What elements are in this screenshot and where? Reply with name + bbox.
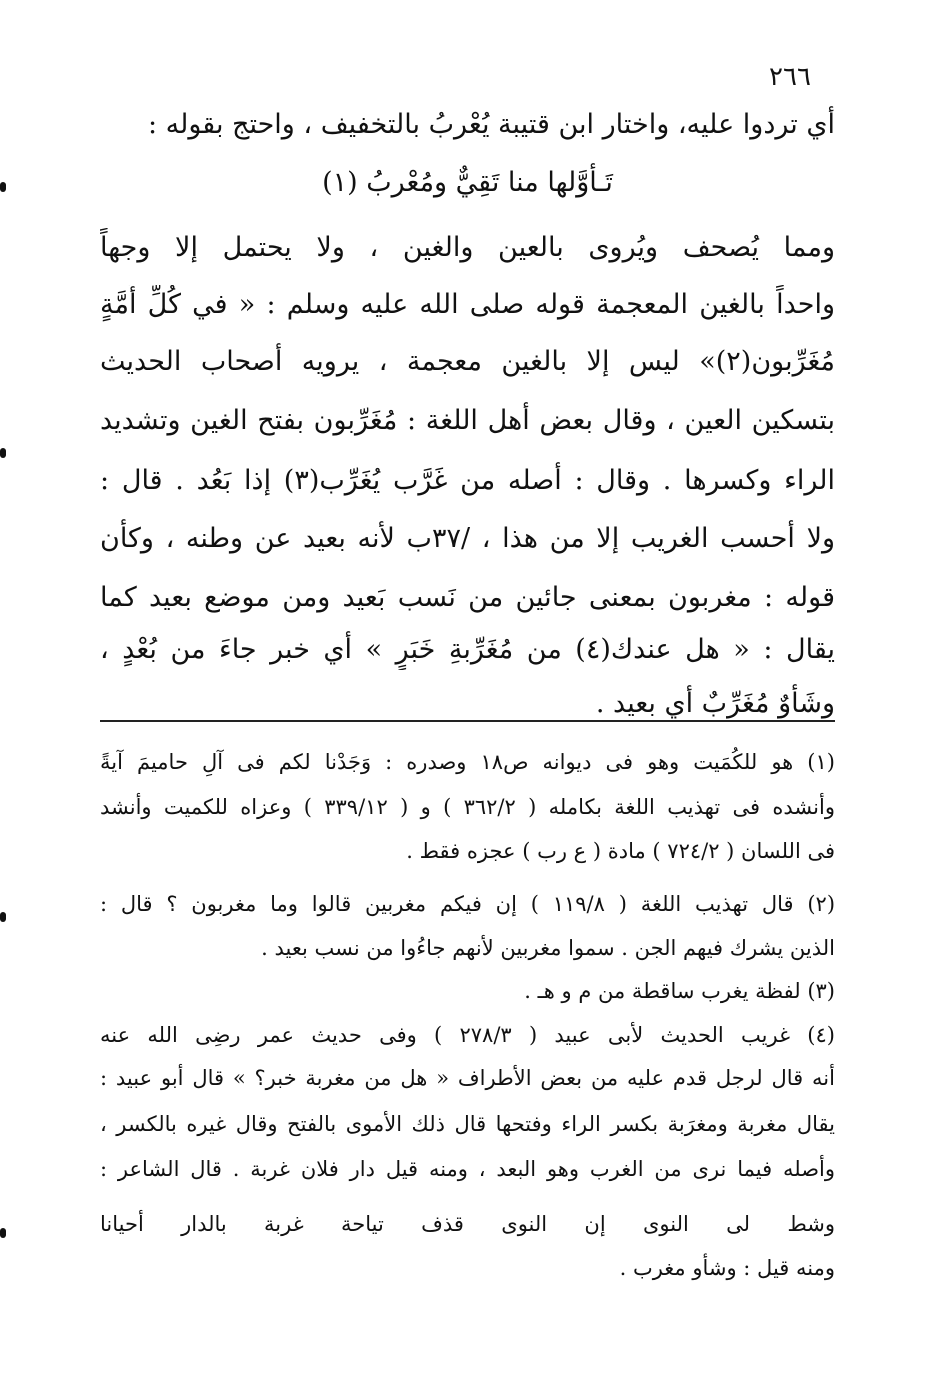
footnote-line: أنه قال لرجل قدم عليه من بعض الأطراف « هل من مغربة خبر؟ » قال أبو عبيد : <box>100 1066 835 1090</box>
footnote-line: فى اللسان ( ٧٢٤/٢ ) مادة ( ع رب ) عجزه فقط . <box>406 839 835 863</box>
footnote-divider <box>100 720 835 722</box>
body-line: ومما يُصحف ويُروى بالعين والغين ، ولا يحتمل إلا وجهاً <box>100 232 835 263</box>
footnote-line: يقال مغربة ومغرَبة بكسر الراء وفتحها قال ذلك الأموى بالفتح وقال غيره بالكسر ، <box>100 1112 835 1136</box>
footnote-line: الذين يشرك فيهم الجن . سموا مغربين لأنهم جاءُوا من نسب بعيد . <box>261 936 835 960</box>
footnote-line: ومنه قيل : وشأو مغرب . <box>619 1256 835 1280</box>
body-line: وشَأْوٌ مُغَرِّبٌ أي بعيد . <box>595 688 835 719</box>
body-line: يقال : « هل عندك(٤) من مُغَرِّبةِ خَبَرٍ » أي خبر جاءَ من بُعْدٍ ، <box>100 634 835 665</box>
body-line: بتسكين العين ، وقال بعض أهل اللغة : مُغَرِّبون بفتح الغين وتشديد <box>100 405 835 436</box>
footnote-line: وأنشده فى تهذيب اللغة بكامله ( ٣٦٢/٢ ) و ( ٣٣٩/١٢ ) وعزاه للكميت وأنشد <box>100 795 835 819</box>
margin-mark <box>0 182 6 192</box>
footnote-line: (٤) غريب الحديث لأبى عبيد ( ٢٧٨/٣ ) وفى حديث عمر رضِى الله عنه <box>100 1023 835 1047</box>
footnote-line: وشط لى النوى إن النوى قذف تياحة غربة بالدار أحيانا <box>100 1212 835 1236</box>
page-number: ٢٦٦ <box>769 62 811 92</box>
verse-line: تَـأَوَّلها منا تَقِيٌّ ومُعْربُ (١) <box>322 167 613 198</box>
body-line: أي تردوا عليه، واختار ابن قتيبة يُعْربُ بالتخفيف ، واحتج بقوله : <box>147 109 835 140</box>
body-line: الراء وكسرها . وقال : أصله من غَرَّب يُغَرِّب(٣) إذا بَعُد . قال : <box>100 465 835 496</box>
margin-mark <box>0 912 6 922</box>
footnote-line: (١) هو للكُمَيت وهو فى ديوانه ص١٨ وصدره : وَجَدْنا لكم فى آلِ حاميمَ آيةً <box>100 750 835 774</box>
margin-mark <box>0 1228 6 1238</box>
margin-mark <box>0 448 6 458</box>
body-line: مُغَرِّبون(٢)» ليس إلا بالغين معجمة ، يرويه أصحاب الحديث <box>100 346 835 377</box>
footnote-line: (٣) لفظة يغرب ساقطة من م و هـ . <box>524 979 835 1003</box>
footnote-line: وأصله فيما نرى من الغرب وهو البعد ، ومنه قيل دار فلان غربة . قال الشاعر : <box>100 1157 835 1181</box>
body-line: واحداً بالغين المعجمة قوله صلى الله عليه وسلم : « في كُلِّ أُمَّةٍ <box>100 289 835 320</box>
body-line: ولا أحسب الغريب إلا من هذا ، /٣٧ب لأنه بعيد عن وطنه ، وكأن <box>100 523 835 554</box>
body-line: قوله : مغربون بمعنى جائين من نَسب بَعيد ومن موضع بعيد كما <box>100 582 835 613</box>
footnote-line: (٢) قال تهذيب اللغة ( ١١٩/٨ ) إن فيكم مغربين قالوا وما مغربون ؟ قال : <box>100 892 835 916</box>
